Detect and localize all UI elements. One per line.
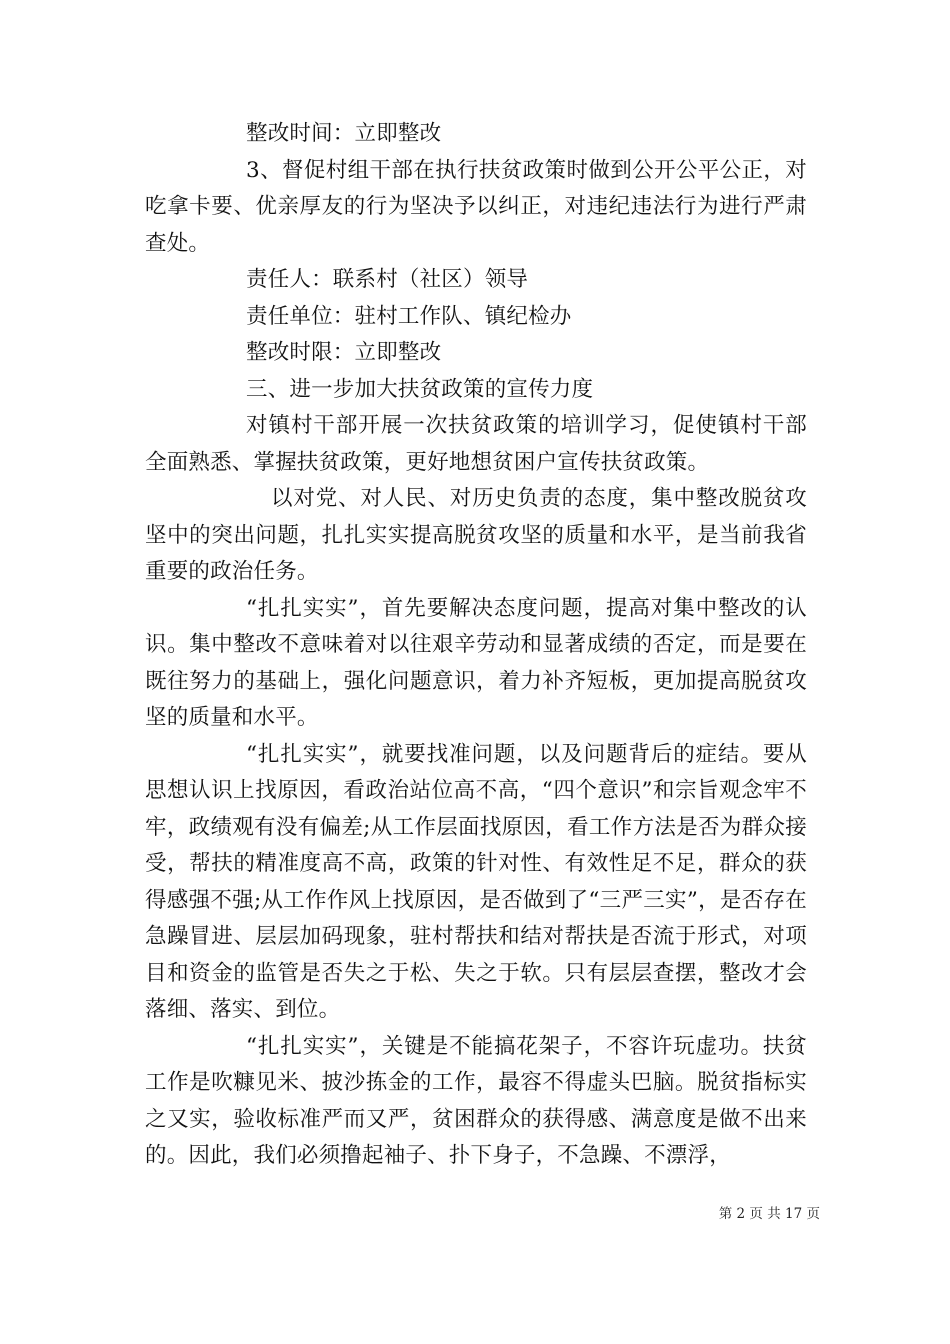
paragraph-training: 对镇村干部开展一次扶贫政策的培训学习，促使镇村干部全面熟悉、掌握扶贫政策，更好地想贫困户宣传扶贫政策。 bbox=[145, 413, 807, 475]
paragraph-responsible-unit: 责任单位：驻村工作队、镇纪检办 bbox=[246, 303, 572, 329]
section-heading-3: 三、进一步加大扶贫政策的宣传力度 bbox=[246, 376, 594, 402]
paragraph-no-empty-show: “扎扎实实”，关键是不能搞花架子，不容许玩虚功。扶贫工作是吹糠见米、披沙拣金的工作，最容不得虚头巴脑。脱贫指标实之又实，验收标准严而又严，贫困群众的获得感、满意度是做不出来的。因此，我们必须撸起袖子、扑下身子，不急躁、不漂浮， bbox=[145, 1033, 807, 1168]
paragraph-rectify-deadline: 整改时限：立即整改 bbox=[246, 340, 442, 365]
paragraph-attitude: “扎扎实实”，首先要解决态度问题，提高对集中整改的认识。集中整改不意味着对以往艰辛劳动和显著成绩的否定，而是要在既往努力的基础上，强化问题意识，着力补齐短板，更加提高脱贫攻坚的质量和水平。 bbox=[145, 595, 807, 730]
body-text bbox=[145, 116, 807, 1175]
paragraph-find-problems: “扎扎实实”，就要找准问题，以及问题背后的症结。要从思想认识上找原因，看政治站位高不高，“四个意识”和宗旨观念牢不牢，政绩观有没有偏差;从工作层面找原因，看工作方法是否为群众接受，帮扶的精准度高不高，政策的针对性、有效性足不足，群众的获得感强不强;从工作作风上找原因，是否做到了“三严三实”，是否存在急躁冒进、层层加码现象，驻村帮扶和结对帮扶是否流于形式，对项目和资金的监管是否失之于松、失之于软。只有层层查摆，整改才会落细、落实、到位。 bbox=[145, 741, 807, 1022]
page-number: 第 2 页 共 17 页 bbox=[718, 1206, 820, 1222]
paragraph-responsible-person: 责任人：联系村（社区）领导 bbox=[246, 267, 529, 292]
paragraph-political-task: 以对党、对人民、对历史负责的态度，集中整改脱贫攻坚中的突出问题，扎扎实实提高脱贫攻坚的质量和水平，是当前我省重要的政治任务。 bbox=[145, 486, 807, 584]
paragraph-rectify-time: 整改时间：立即整改 bbox=[246, 121, 442, 146]
paragraph-item-3: 3、督促村组干部在执行扶贫政策时做到公开公平公正，对吃拿卡要、优亲厚友的行为坚决予以纠正，对违纪违法行为进行严肃查处。 bbox=[145, 157, 807, 256]
